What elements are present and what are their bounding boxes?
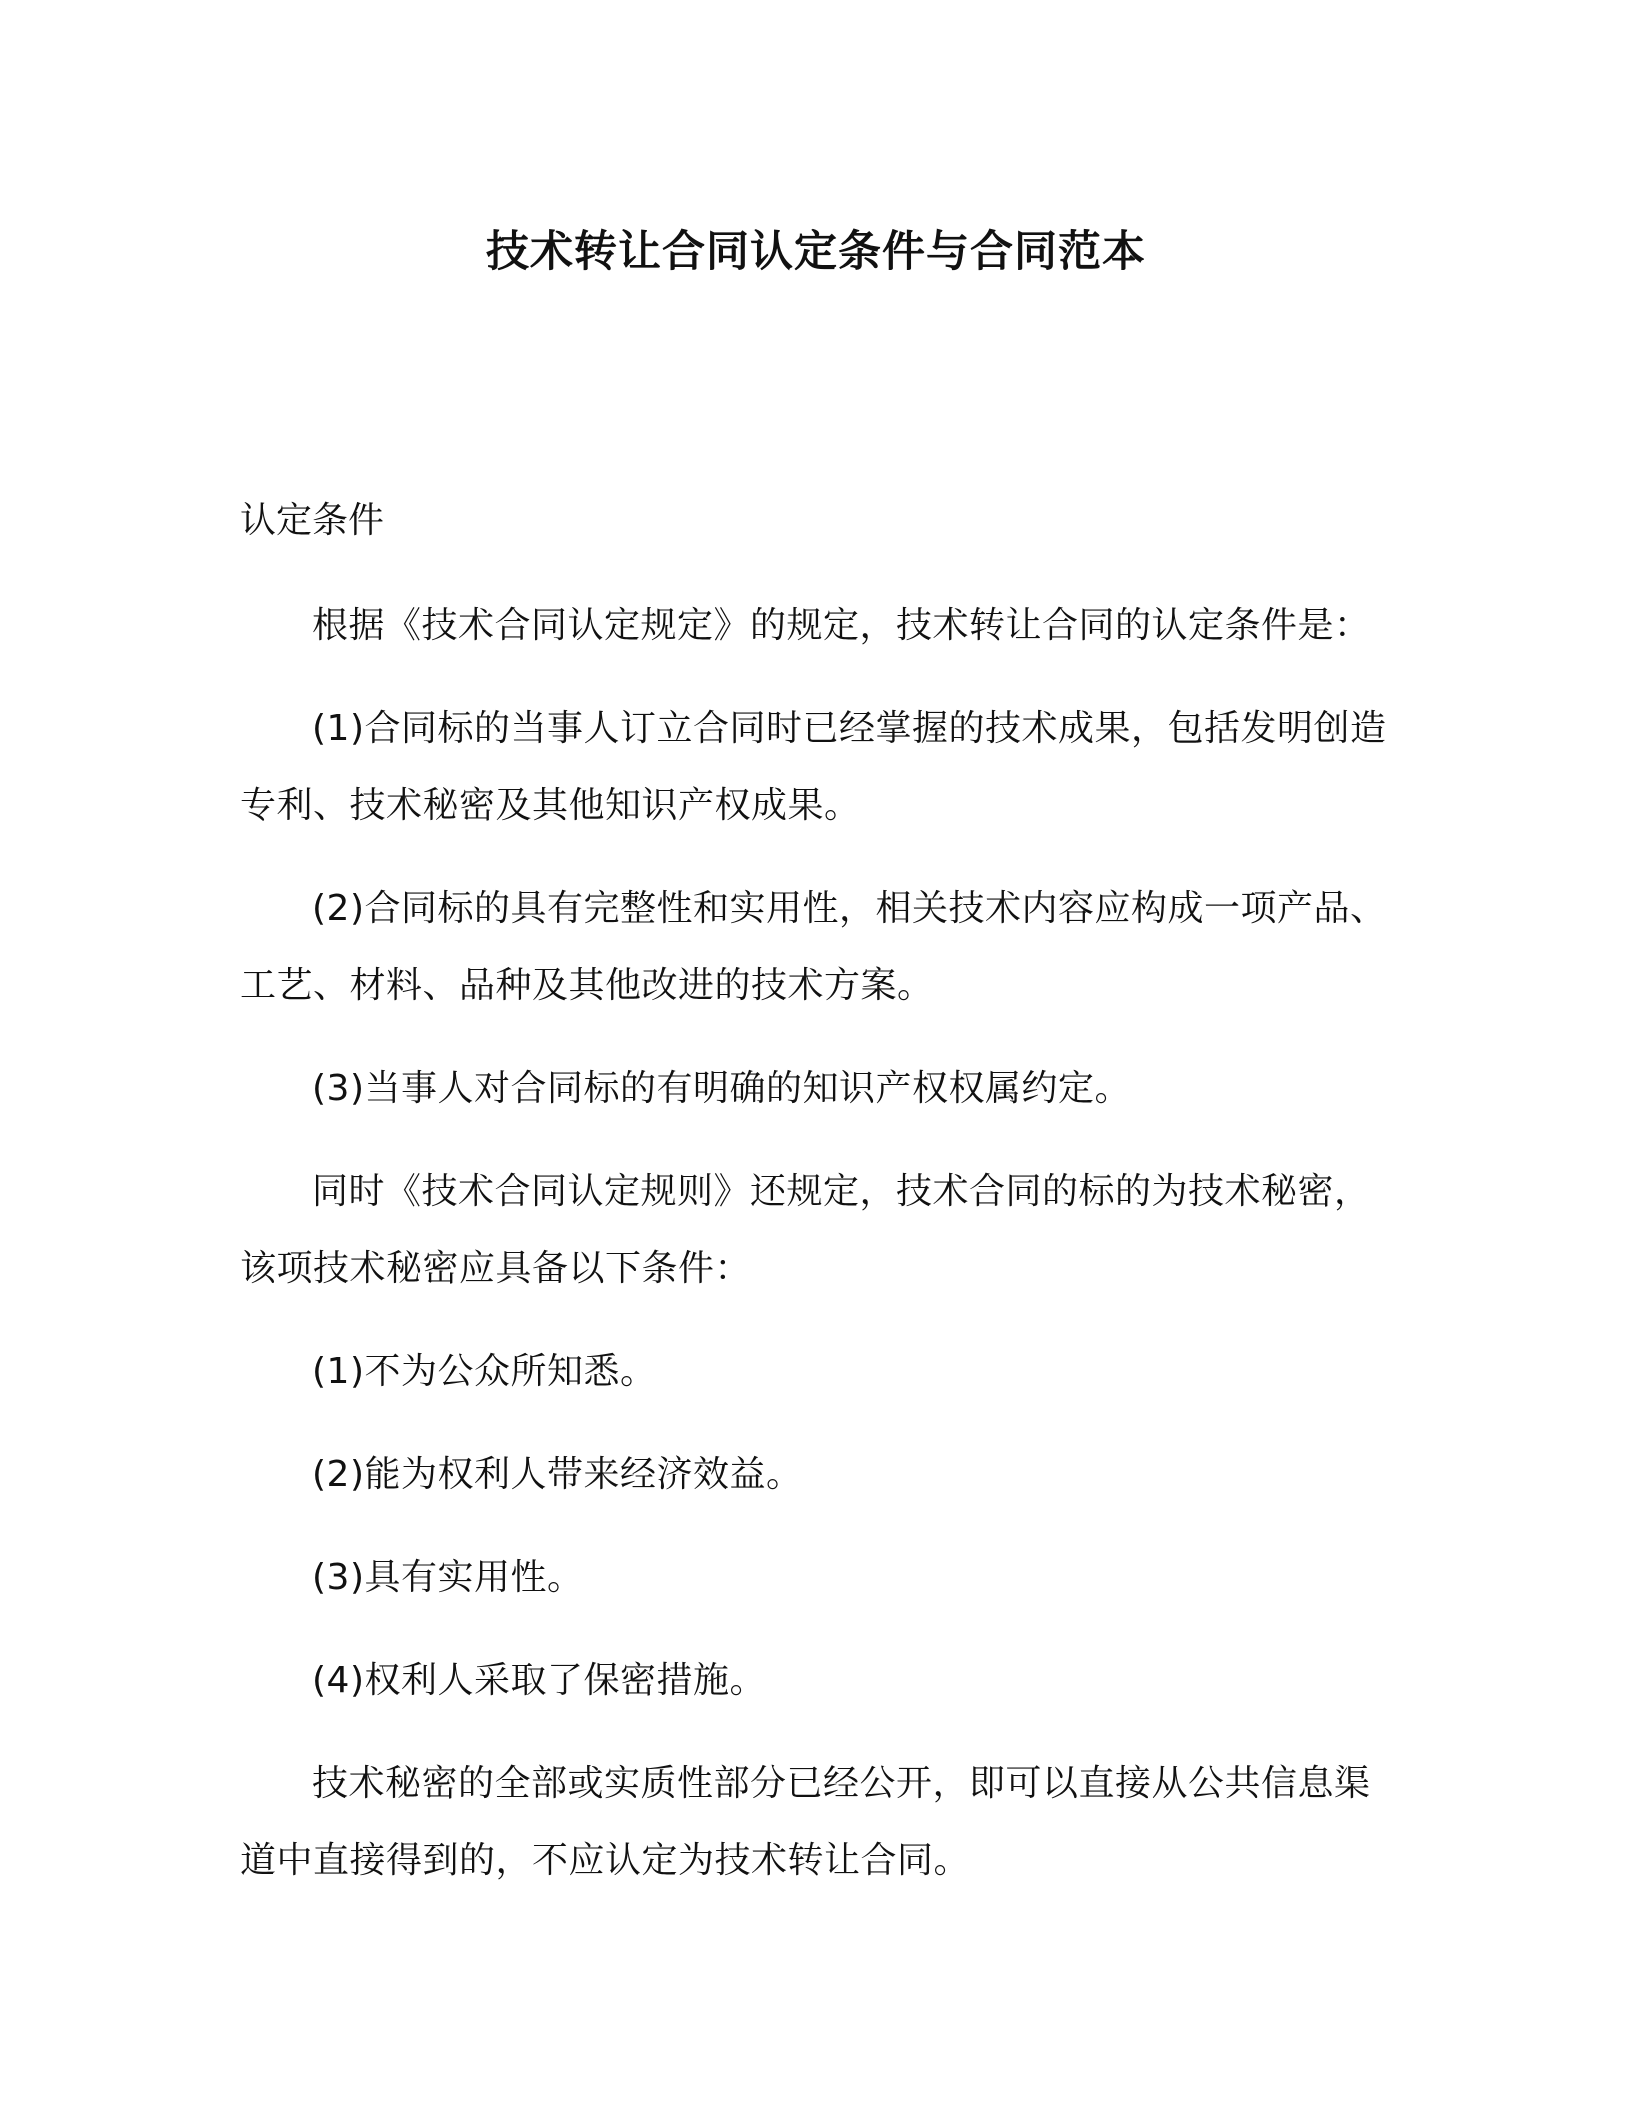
paragraph-condition-1: (1)合同标的当事人订立合同时已经掌握的技术成果，包括发明创造专利、技术秘密及其他知识产权成果。 [240,708,1387,826]
paragraph-secret-3: (3)具有实用性。 [312,1557,584,1598]
paragraph-intro: 根据《技术合同认定规定》的规定，技术转让合同的认定条件是： [312,605,1371,646]
paragraph-secret-4: (4)权利人采取了保密措施。 [312,1660,766,1701]
paragraph-condition-3: (3)当事人对合同标的有明确的知识产权权属约定。 [312,1068,1131,1109]
section-heading: 认定条件 [240,500,385,541]
paragraph-secret-2: (2)能为权利人带来经济效益。 [312,1454,803,1495]
paragraph-secret-rule: 同时《技术合同认定规则》还规定，技术合同的标的为技术秘密，该项技术秘密应具备以下条件： [240,1171,1371,1289]
page-title: 技术转让合同认定条件与合同范本 [486,227,1146,277]
paragraph-condition-2: (2)合同标的具有完整性和实用性，相关技术内容应构成一项产品、工艺、材料、品种及其他改进的技术方案。 [240,888,1387,1006]
paragraph-secret-1: (1)不为公众所知悉。 [312,1351,657,1392]
paragraph-conclusion: 技术秘密的全部或实质性部分已经公开，即可以直接从公共信息渠道中直接得到的，不应认定为技术转让合同。 [240,1763,1371,1881]
